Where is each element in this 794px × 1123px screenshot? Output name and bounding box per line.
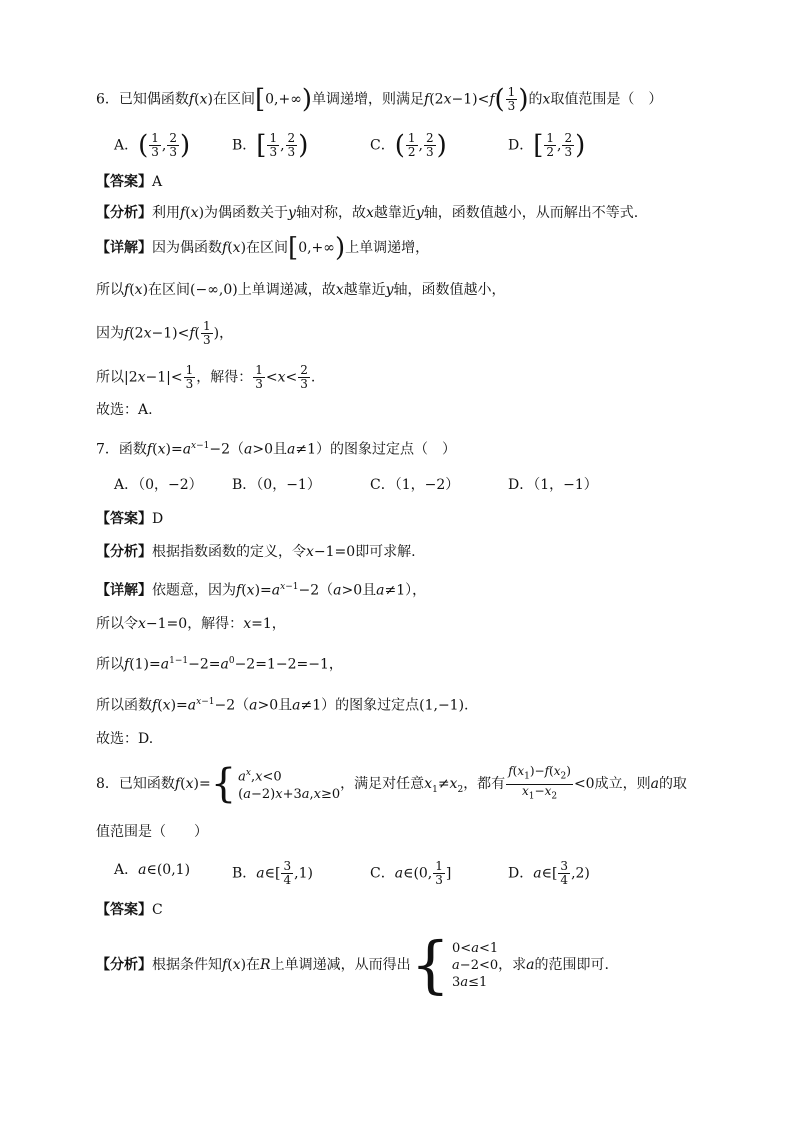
q6-detail-line4: 所以|2x−1|< $\frac{1}{3}$ ，解得： $\frac{1}{3}$ <x< $\frac{2}{3}$ . xyxy=(96,363,316,391)
q7-option-a[interactable]: A．（0，−2） xyxy=(114,477,203,493)
fraction: $\frac{1}{3}$ xyxy=(507,85,516,113)
q7-detail-line3: 所以$f(1)=a^{1-1}-2=a^0-2=1-2=-1$， xyxy=(96,656,343,673)
q6-detail-line2: 所以f(x)在区间(−∞,0)上单调递减，故x越靠近y轴，函数值越小， xyxy=(96,282,506,298)
q7-detail-line4: 所以函数$f(x)=a^{x-1}-2(a>0$且a≠1）的图象过定点(1,−1). xyxy=(96,697,469,714)
q6-option-c[interactable]: C．( $\frac{1}{2}$ , $\frac{2}{3}$ ) xyxy=(370,130,447,161)
q8-option-a[interactable]: A．a∈(0,1) xyxy=(114,862,191,878)
q6-option-b[interactable]: B．[ $\frac{1}{3}$ , $\frac{2}{3}$ ) xyxy=(232,130,309,161)
q7-option-b[interactable]: B．（0，−1） xyxy=(232,477,321,493)
q6-detail-line1: 【详解】因为偶函数f(x)在区间[0,+∞)上单调递增， xyxy=(96,233,430,263)
q8-analysis: 【分析】根据条件知f(x)在R上单调递减，从而得出 { 0<a<1 a−2<0 3a≤1 ，求a的范围即可. xyxy=(96,928,609,1001)
q8-stem-cont: 值范围是（ ） xyxy=(96,824,208,840)
q7-option-d[interactable]: D．（1，−1） xyxy=(508,477,598,493)
q7-answer: 【答案】D xyxy=(96,511,164,527)
q8-answer: 【答案】C xyxy=(96,902,163,918)
q8-option-b[interactable]: B．a∈[ $\frac{3}{4}$ ,1) xyxy=(232,859,313,887)
q6-stem: 6．已知偶函数f(x)在区间[0,+∞)单调递增，则满足f(2x−1)<f( $\frac{1}{3}$ )的x取值范围是（ ） xyxy=(96,84,663,115)
q7-conclusion: 故选：D. xyxy=(96,731,154,747)
q7-detail-line2: 所以令x−1=0，解得：x=1， xyxy=(96,616,286,632)
q6-conclusion: 故选：A. xyxy=(96,402,153,418)
q6-analysis: 【分析】利用f(x)为偶函数关于y轴对称，故x越靠近y轴，函数值越小，从而解出不等式. xyxy=(96,205,639,221)
q6-option-a[interactable]: A．( $\frac{1}{3}$ , $\frac{2}{3}$ ) xyxy=(114,130,191,161)
q6-answer: 【答案】A xyxy=(96,174,163,190)
q8-option-c[interactable]: C．a∈(0, $\frac{1}{3}$ ] xyxy=(370,859,452,887)
q7-stem: 7．函数$f(x)=a^{x-1}-2(a>0$且a≠1）的图象过定点（ ） xyxy=(96,441,457,458)
q8-option-d[interactable]: D．a∈[ $\frac{3}{4}$ ,2) xyxy=(508,859,590,887)
q7-option-c[interactable]: C．（1，−2） xyxy=(370,477,460,493)
q6-option-d[interactable]: D．[ $\frac{1}{2}$ , $\frac{2}{3}$ ) xyxy=(508,130,586,161)
q7-detail-line1: 【详解】依题意，因为$f(x)=a^{x-1}-2(a>0$且a≠1）， xyxy=(96,582,427,599)
q8-stem: 8．已知函数f(x)= { $a^x,x<0$ (a−2)x+3a,x≥0 ，满足对任意$x_1\ne x_2$，都有 $\frac{f(x_1)-f(x_2)}{x_1-x_2}$ <0成立，则a的取 xyxy=(96,761,687,807)
q7-analysis: 【分析】根据指数函数的定义，令x−1=0即可求解. xyxy=(96,544,416,560)
q6-detail-line3: 因为f(2x−1)<f( $\frac{1}{3}$ )， xyxy=(96,319,234,347)
